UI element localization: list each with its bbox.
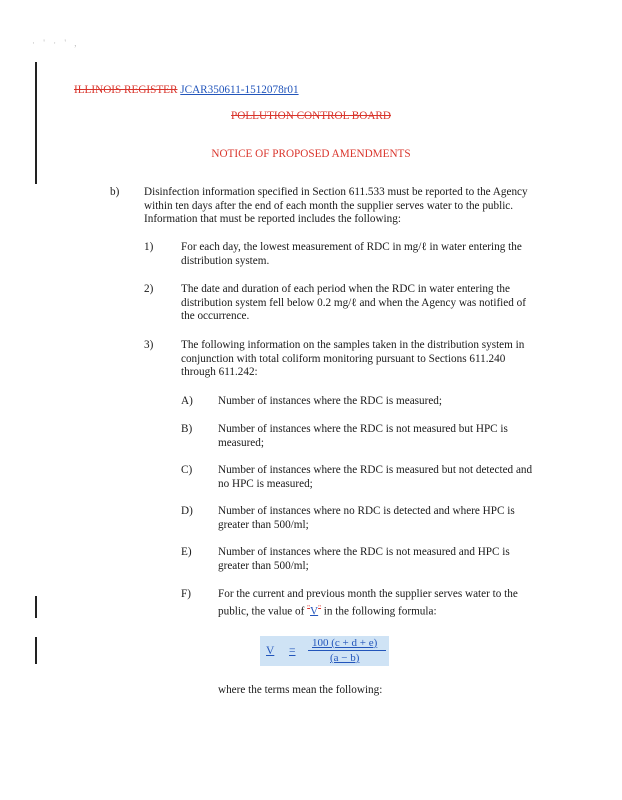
where-text: where the terms mean the following: (218, 684, 383, 696)
section-b-label: b) (110, 186, 120, 198)
subitem-b-text: Number of instances where the RDC is not measured but HPC is measured; (218, 423, 508, 449)
subitem-a-text: Number of instances where the RDC is measured; (218, 395, 443, 407)
item-f-label: F) (181, 588, 191, 600)
item-2-text: The date and duration of each period when the RDC in water entering the distribution system fell below 0.2 mg/ℓ and when the Agency was notified of the occurrence. (181, 283, 526, 322)
item-1-text: For each day, the lowest measurement of RDC in mg/ℓ in water entering the distribution system. (181, 241, 522, 267)
subitem-d-label: D) (181, 505, 193, 517)
section-b-text: Disinfection information specified in Section 611.533 must be reported to the Agency within ten days after the end of each month the supplier serves water to the public. Information that must be reported includes the following: (144, 186, 528, 225)
scan-marks: · ' · ' , (32, 38, 80, 48)
formula-denominator: (a − b) (330, 652, 360, 664)
subitem-c-text: Number of instances where the RDC is measured but not detected and no HPC is measured; (218, 464, 533, 490)
change-bar-middle (35, 596, 37, 618)
formula-equals: = (289, 645, 296, 657)
deleted-open-quote: " (307, 603, 311, 612)
register-title-deleted: ILLINOIS REGISTER (74, 84, 178, 96)
formula-lhs: V (266, 645, 275, 657)
register-title-inserted: JCAR350611-1512078r01 (180, 84, 299, 96)
subitem-c-label: C) (181, 464, 193, 476)
subitem-e-text: Number of instances where the RDC is not measured and HPC is greater than 500/ml; (218, 546, 510, 572)
item-f-text-before: For the current and previous month the supplier serves water to the public, the value of (218, 588, 518, 618)
formula-numerator: 100 (c + d + e) (312, 637, 378, 649)
item-3-label: 3) (144, 339, 154, 351)
variable-v: V (310, 605, 319, 618)
deleted-close-quote: " (318, 603, 321, 612)
fraction-bar (308, 650, 386, 651)
subitem-e-label: E) (181, 546, 192, 558)
item-1-label: 1) (144, 241, 154, 253)
item-2-label: 2) (144, 283, 154, 295)
change-bar-bottom (35, 637, 37, 664)
subitem-b-label: B) (181, 423, 193, 435)
register-header (74, 84, 299, 98)
board-title-deleted: POLLUTION CONTROL BOARD (231, 110, 391, 122)
subitem-d-text: Number of instances where no RDC is detected and where HPC is greater than 500/ml; (218, 505, 515, 531)
item-f-text-after: in the following formula: (320, 605, 437, 618)
board-title (0, 110, 622, 124)
item-f-text (218, 588, 540, 619)
notice-title: NOTICE OF PROPOSED AMENDMENTS (211, 148, 411, 160)
subitem-a-label: A) (181, 395, 193, 407)
formula-box (260, 636, 389, 666)
item-3-text: The following information on the samples taken in the distribution system in conjunction with total coliform monitoring pursuant to Sections 611.240 through 611.242: (181, 339, 525, 378)
